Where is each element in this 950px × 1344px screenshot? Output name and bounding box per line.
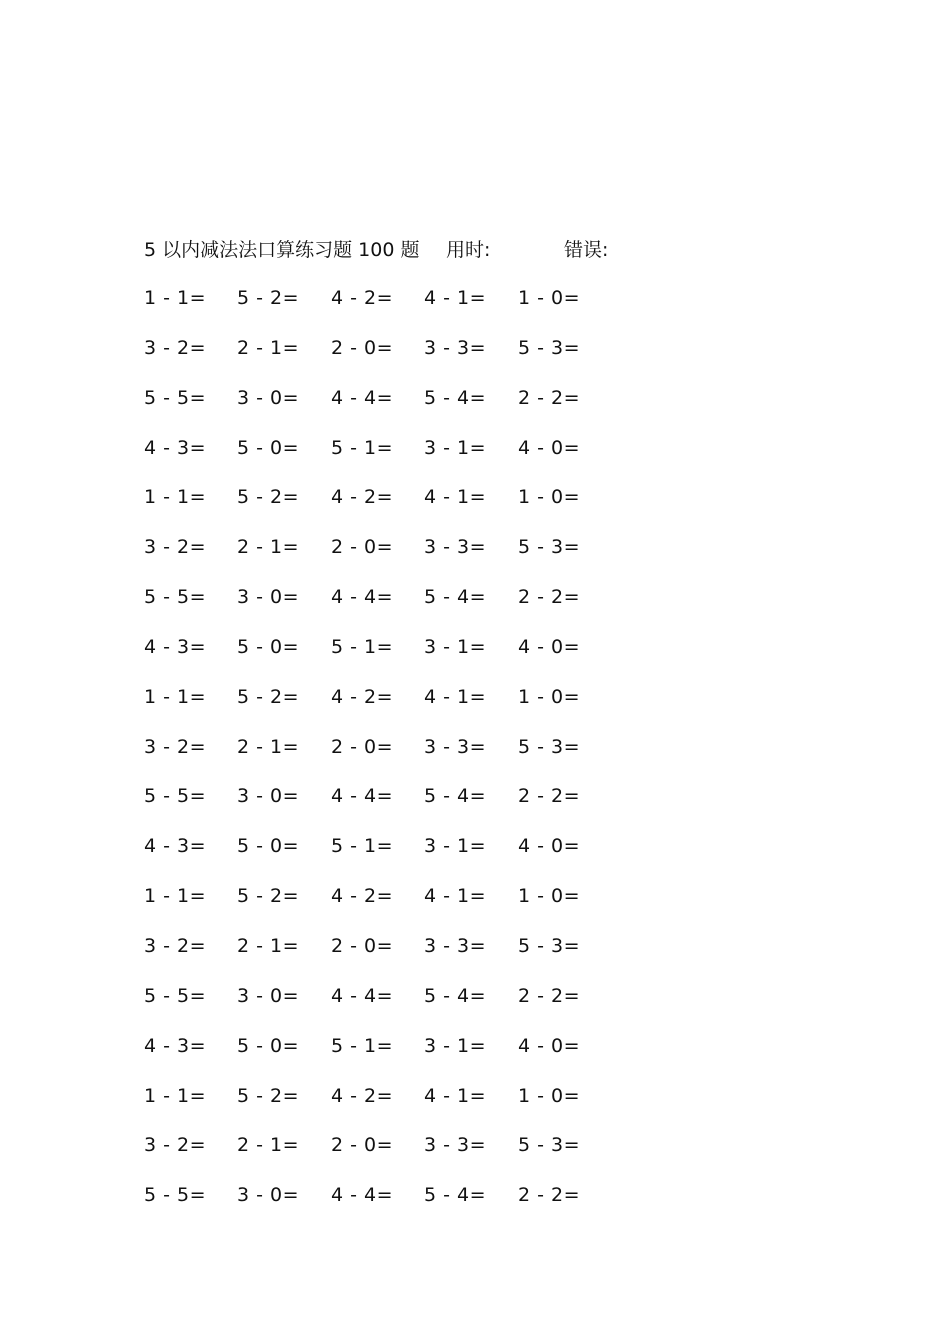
- problem-row: [144, 832, 624, 882]
- problem-item: 5 - 3=: [518, 735, 581, 758]
- problem-row: [144, 483, 624, 533]
- problem-item: 4 - 2=: [331, 287, 394, 309]
- problem-item: 1 - 0=: [518, 1084, 581, 1107]
- problem-item: 5 - 0=: [237, 1034, 300, 1057]
- problem-item: 2 - 0=: [331, 536, 394, 559]
- problem-item: 5 - 2=: [237, 287, 300, 309]
- problem-item: 3 - 2=: [144, 735, 207, 758]
- problem-item: 4 - 0=: [518, 436, 581, 459]
- problem-item: 2 - 1=: [237, 536, 300, 559]
- problem-item: 1 - 0=: [518, 685, 581, 708]
- problem-item: 5 - 2=: [237, 685, 300, 708]
- problem-item: 3 - 1=: [424, 835, 487, 858]
- problem-item: 5 - 3=: [518, 536, 581, 559]
- problem-item: 2 - 1=: [237, 1134, 300, 1157]
- problem-item: 4 - 3=: [144, 635, 207, 658]
- problem-row: [144, 633, 624, 683]
- problem-item: 5 - 1=: [331, 635, 394, 658]
- problem-row: [144, 434, 624, 484]
- problem-item: 3 - 3=: [424, 336, 487, 359]
- problem-item: 1 - 1=: [144, 287, 207, 309]
- problem-item: 4 - 4=: [331, 984, 394, 1007]
- problem-item: 4 - 3=: [144, 436, 207, 459]
- problem-row: [144, 1181, 624, 1231]
- problem-item: 5 - 2=: [237, 486, 300, 509]
- problem-item: 3 - 2=: [144, 536, 207, 559]
- problem-item: 2 - 1=: [237, 735, 300, 758]
- problem-item: 4 - 0=: [518, 1034, 581, 1057]
- problem-row: [144, 533, 624, 583]
- problem-item: 5 - 4=: [424, 1184, 487, 1207]
- errors-label: 错误:: [564, 239, 609, 261]
- problem-item: 2 - 0=: [331, 1134, 394, 1157]
- problem-item: 4 - 2=: [331, 885, 394, 908]
- problem-row: [144, 782, 624, 832]
- problem-item: 5 - 5=: [144, 1184, 207, 1207]
- problem-item: 4 - 0=: [518, 635, 581, 658]
- problem-item: 5 - 1=: [331, 1034, 394, 1057]
- problem-item: 3 - 0=: [237, 984, 300, 1007]
- problem-item: 3 - 2=: [144, 934, 207, 957]
- problem-item: 3 - 1=: [424, 1034, 487, 1057]
- problem-item: 3 - 1=: [424, 635, 487, 658]
- problem-item: 4 - 2=: [331, 1084, 394, 1107]
- problem-item: 2 - 0=: [331, 934, 394, 957]
- problem-item: 3 - 3=: [424, 735, 487, 758]
- problem-item: 5 - 2=: [237, 1084, 300, 1107]
- problem-item: 4 - 1=: [424, 486, 487, 509]
- problem-item: 5 - 1=: [331, 835, 394, 858]
- problem-item: 4 - 1=: [424, 287, 487, 309]
- problem-item: 5 - 3=: [518, 934, 581, 957]
- problem-item: 4 - 1=: [424, 885, 487, 908]
- problem-item: 4 - 1=: [424, 1084, 487, 1107]
- problem-item: 3 - 3=: [424, 1134, 487, 1157]
- problem-item: 2 - 2=: [518, 386, 581, 409]
- problem-item: 4 - 2=: [331, 486, 394, 509]
- problem-item: 2 - 2=: [518, 785, 581, 808]
- problem-item: 1 - 1=: [144, 486, 207, 509]
- problem-item: 5 - 5=: [144, 586, 207, 609]
- problem-item: 5 - 3=: [518, 336, 581, 359]
- problem-item: 5 - 5=: [144, 984, 207, 1007]
- problem-item: 5 - 4=: [424, 984, 487, 1007]
- problem-item: 3 - 2=: [144, 336, 207, 359]
- problem-row: [144, 1131, 624, 1181]
- problem-item: 1 - 0=: [518, 287, 581, 309]
- problem-item: 3 - 2=: [144, 1134, 207, 1157]
- problem-item: 3 - 3=: [424, 934, 487, 957]
- problem-item: 5 - 0=: [237, 635, 300, 658]
- problem-item: 5 - 1=: [331, 436, 394, 459]
- problem-item: 4 - 4=: [331, 785, 394, 808]
- problem-item: 5 - 4=: [424, 785, 487, 808]
- problem-grid: [144, 284, 624, 1231]
- problem-item: 1 - 1=: [144, 685, 207, 708]
- problem-row: [144, 982, 624, 1032]
- problem-item: 4 - 4=: [331, 586, 394, 609]
- time-used-label: 用时:: [446, 239, 491, 261]
- problem-item: 5 - 0=: [237, 835, 300, 858]
- problem-item: 3 - 0=: [237, 586, 300, 609]
- problem-item: 4 - 4=: [331, 1184, 394, 1207]
- problem-item: 3 - 0=: [237, 386, 300, 409]
- problem-item: 1 - 0=: [518, 885, 581, 908]
- problem-item: 1 - 1=: [144, 1084, 207, 1107]
- problem-item: 2 - 1=: [237, 934, 300, 957]
- problem-item: 4 - 1=: [424, 685, 487, 708]
- problem-item: 5 - 5=: [144, 386, 207, 409]
- problem-row: [144, 733, 624, 783]
- problem-item: 5 - 4=: [424, 586, 487, 609]
- problem-row: [144, 1082, 624, 1132]
- problem-item: 3 - 0=: [237, 1184, 300, 1207]
- problem-row: [144, 683, 624, 733]
- problem-item: 2 - 2=: [518, 586, 581, 609]
- problem-row: [144, 882, 624, 932]
- problem-item: 5 - 2=: [237, 885, 300, 908]
- worksheet-title: 5 以内减法法口算练习题 100 题: [144, 239, 420, 261]
- problem-item: 1 - 0=: [518, 486, 581, 509]
- problem-row: [144, 384, 624, 434]
- problem-item: 1 - 1=: [144, 885, 207, 908]
- problem-row: [144, 284, 624, 334]
- worksheet-header: [144, 236, 704, 264]
- problem-row: [144, 932, 624, 982]
- problem-item: 5 - 0=: [237, 436, 300, 459]
- problem-row: [144, 334, 624, 384]
- problem-row: [144, 583, 624, 633]
- problem-item: 3 - 3=: [424, 536, 487, 559]
- problem-item: 2 - 2=: [518, 1184, 581, 1207]
- problem-item: 2 - 1=: [237, 336, 300, 359]
- problem-item: 4 - 4=: [331, 386, 394, 409]
- problem-item: 2 - 0=: [331, 735, 394, 758]
- problem-item: 2 - 2=: [518, 984, 581, 1007]
- problem-item: 4 - 2=: [331, 685, 394, 708]
- problem-item: 5 - 4=: [424, 386, 487, 409]
- problem-row: [144, 1032, 624, 1082]
- problem-item: 5 - 5=: [144, 785, 207, 808]
- problem-item: 3 - 1=: [424, 436, 487, 459]
- problem-item: 4 - 3=: [144, 1034, 207, 1057]
- problem-item: 5 - 3=: [518, 1134, 581, 1157]
- problem-item: 2 - 0=: [331, 336, 394, 359]
- problem-item: 4 - 3=: [144, 835, 207, 858]
- problem-item: 4 - 0=: [518, 835, 581, 858]
- problem-item: 3 - 0=: [237, 785, 300, 808]
